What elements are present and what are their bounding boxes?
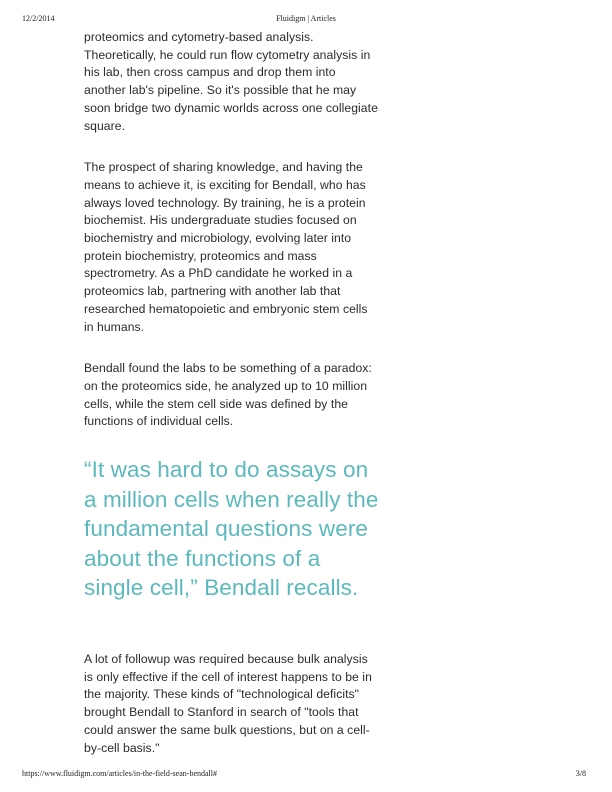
article-paragraph: The prospect of sharing knowledge, and having the means to achieve it, is exciting for Bendall, who has always loved technology. By training, he is a protein biochemist. His undergraduate studies focused on biochemistry and microbiology, evolving later into protein biochemistry, proteomics and mass spectrometry. As a PhD candidate he worked in a proteomics lab, partnering with another lab that researched hematopoietic and embryonic stem cells in humans.: [84, 160, 368, 334]
article-paragraph: A lot of followup was required because bulk analysis is only effective if the cell of interest happens to be in the majority. These kinds of "technological deficits" brought Bendall to Stanford in search of "tools that could answer the same bulk questions, but on a cell-by-cell basis.": [84, 652, 372, 755]
print-page-title: Fluidigm | Articles: [276, 14, 336, 23]
print-header: [0, 14, 612, 26]
article-body: [84, 29, 380, 781]
pull-quote: “It was hard to do assays on a million cells when really the fundamental questions were about the functions of a single cell,” Bendall recalls.: [84, 457, 379, 601]
article-paragraph: proteomics and cytometry-based analysis. Theoretically, he could run flow cytometry analysis in his lab, then cross campus and drop them into another lab's pipeline. So it's possible that he may soon bridge two dynamic worlds across one collegiate square.: [84, 30, 378, 133]
print-footer: [0, 769, 612, 781]
page-number: 3/8: [575, 769, 586, 778]
page-url: https://www.fluidigm.com/articles/in-the-field-sean-bendall#: [22, 769, 217, 778]
article-paragraph: Bendall found the labs to be something of a paradox: on the proteomics side, he analyzed up to 10 million cells, while the stem cell side was defined by the functions of individual cells.: [84, 361, 372, 429]
print-date: 12/2/2014: [22, 14, 55, 23]
